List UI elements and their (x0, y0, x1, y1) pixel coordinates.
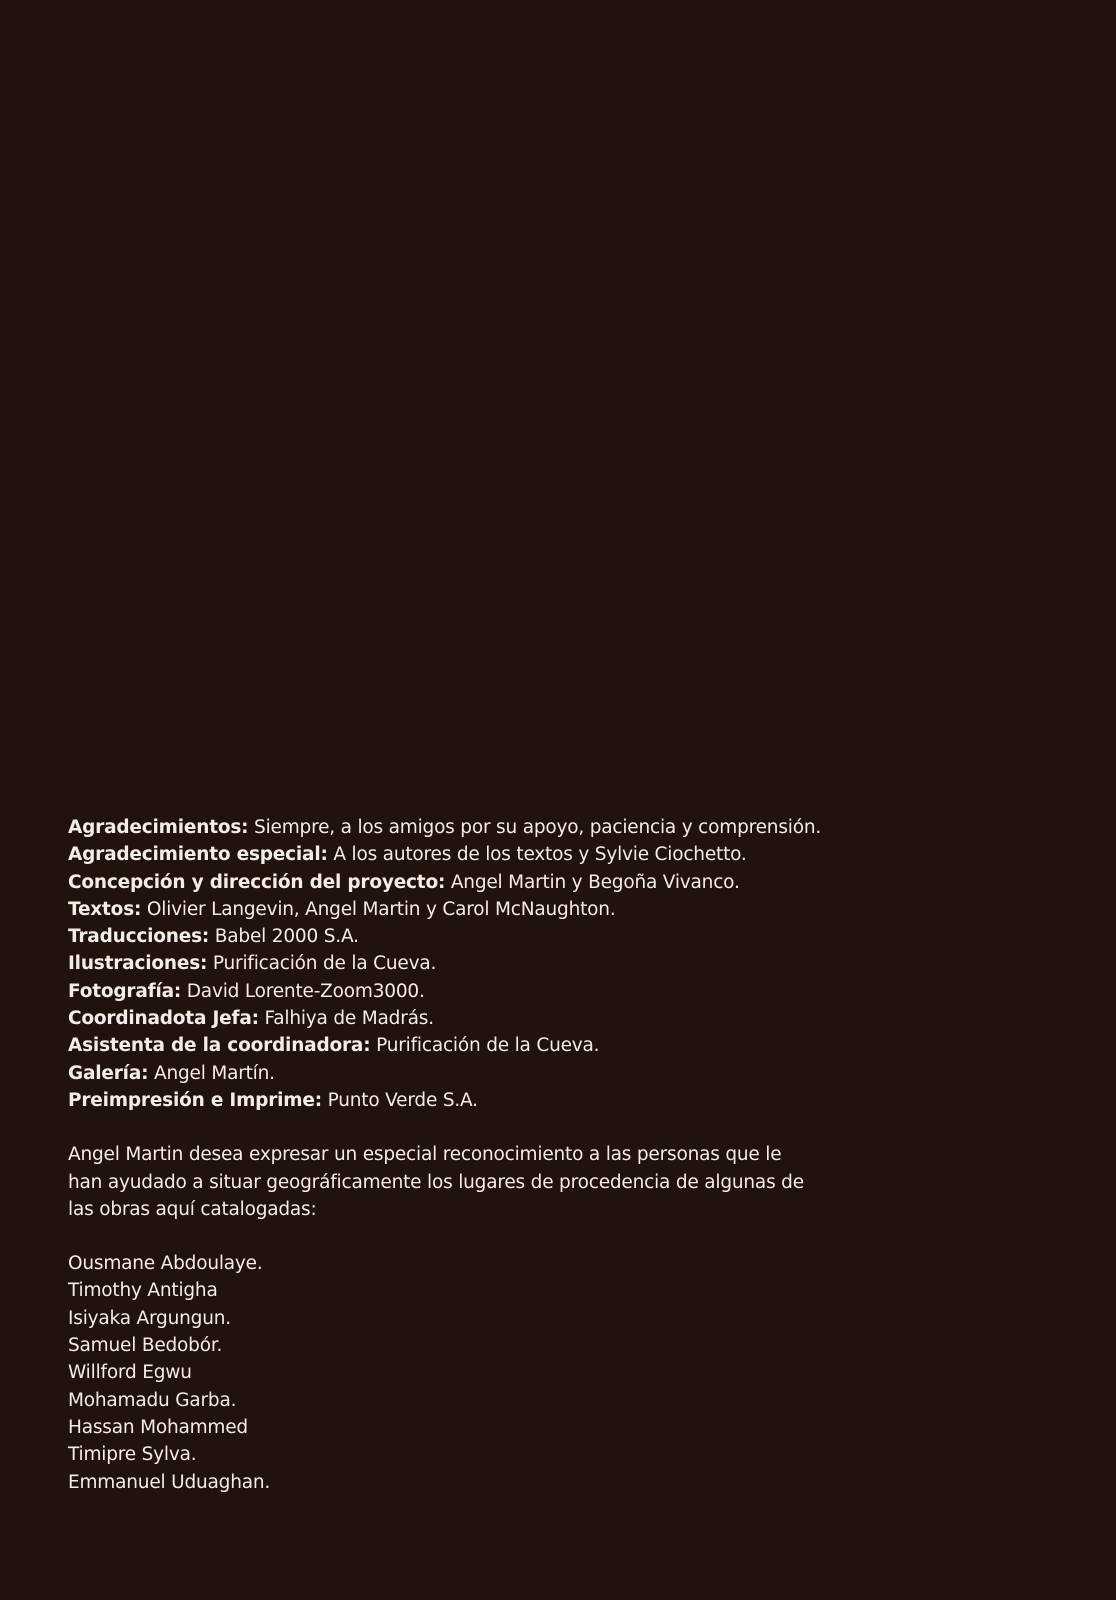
name-item: Mohamadu Garba. (68, 1389, 237, 1411)
name-item: Samuel Bedobór. (68, 1335, 223, 1357)
credit-label: Traducciones: (68, 926, 210, 948)
credit-line-traducciones (68, 923, 888, 950)
credit-value: Punto Verde S.A. (321, 1089, 478, 1111)
credit-value: Siempre, a los amigos por su apoyo, paciencia y comprensión. (248, 817, 822, 838)
credit-line-asistenta (68, 1032, 888, 1059)
credit-value: Angel Martín. (148, 1062, 275, 1084)
credit-value: Purificación de la Cueva. (207, 953, 437, 975)
name-item: Ousmane Abdoulaye. (68, 1253, 263, 1275)
name-item: Willford Egwu (68, 1362, 192, 1384)
credit-line-agradecimiento-especial (68, 841, 888, 868)
name-item: Timipre Sylva. (68, 1444, 197, 1466)
credit-label: Coordinadota Jefa: (68, 1008, 259, 1030)
credit-value: Falhiya de Madrás. (258, 1008, 434, 1030)
credit-line-textos (68, 896, 888, 923)
credit-value: David Lorente-Zoom3000. (181, 980, 425, 1002)
credit-line-coordinadota-jefa (68, 1005, 888, 1032)
name-item: Isiyaka Argungun. (68, 1307, 231, 1329)
credit-label: Galería: (68, 1062, 149, 1084)
name-item: Timothy Antigha (68, 1280, 218, 1302)
credit-label: Asistenta de la coordinadora: (68, 1035, 371, 1057)
paragraph-line: las obras aquí catalogadas: (68, 1198, 317, 1220)
credit-line-ilustraciones (68, 950, 888, 977)
credit-line-fotografia (68, 978, 888, 1005)
credit-line-galeria (68, 1060, 888, 1087)
credit-value: Angel Martin y Begoña Vivanco. (445, 871, 740, 893)
credits-list (68, 814, 888, 1114)
names-list (68, 1250, 888, 1496)
credit-label: Concepción y dirección del proyecto: (68, 871, 446, 893)
credit-label: Agradecimientos: (68, 817, 249, 838)
acknowledgement-paragraph (68, 1141, 804, 1223)
credit-line-concepcion (68, 869, 888, 896)
credit-value: Babel 2000 S.A. (209, 926, 359, 948)
credit-value: A los autores de los textos y Sylvie Ciochetto. (327, 844, 747, 866)
credit-line-agradecimientos (68, 814, 888, 841)
credit-label: Textos: (68, 898, 142, 920)
name-item: Hassan Mohammed (68, 1416, 248, 1438)
paragraph-line: han ayudado a situar geográficamente los lugares de procedencia de algunas de (68, 1171, 804, 1193)
name-item: Emmanuel Uduaghan. (68, 1471, 271, 1493)
credit-value: Olivier Langevin, Angel Martin y Carol McNaughton. (141, 898, 616, 920)
credit-label: Ilustraciones: (68, 953, 208, 975)
credit-label: Preimpresión e Imprime: (68, 1089, 322, 1111)
paragraph-line: Angel Martin desea expresar un especial reconocimiento a las personas que le (68, 1144, 782, 1166)
credit-value: Purificación de la Cueva. (370, 1035, 600, 1057)
credit-label: Agradecimiento especial: (68, 844, 328, 866)
credits-text-block (68, 814, 888, 1496)
credit-line-preimpresion (68, 1087, 888, 1114)
credit-label: Fotografía: (68, 980, 182, 1002)
